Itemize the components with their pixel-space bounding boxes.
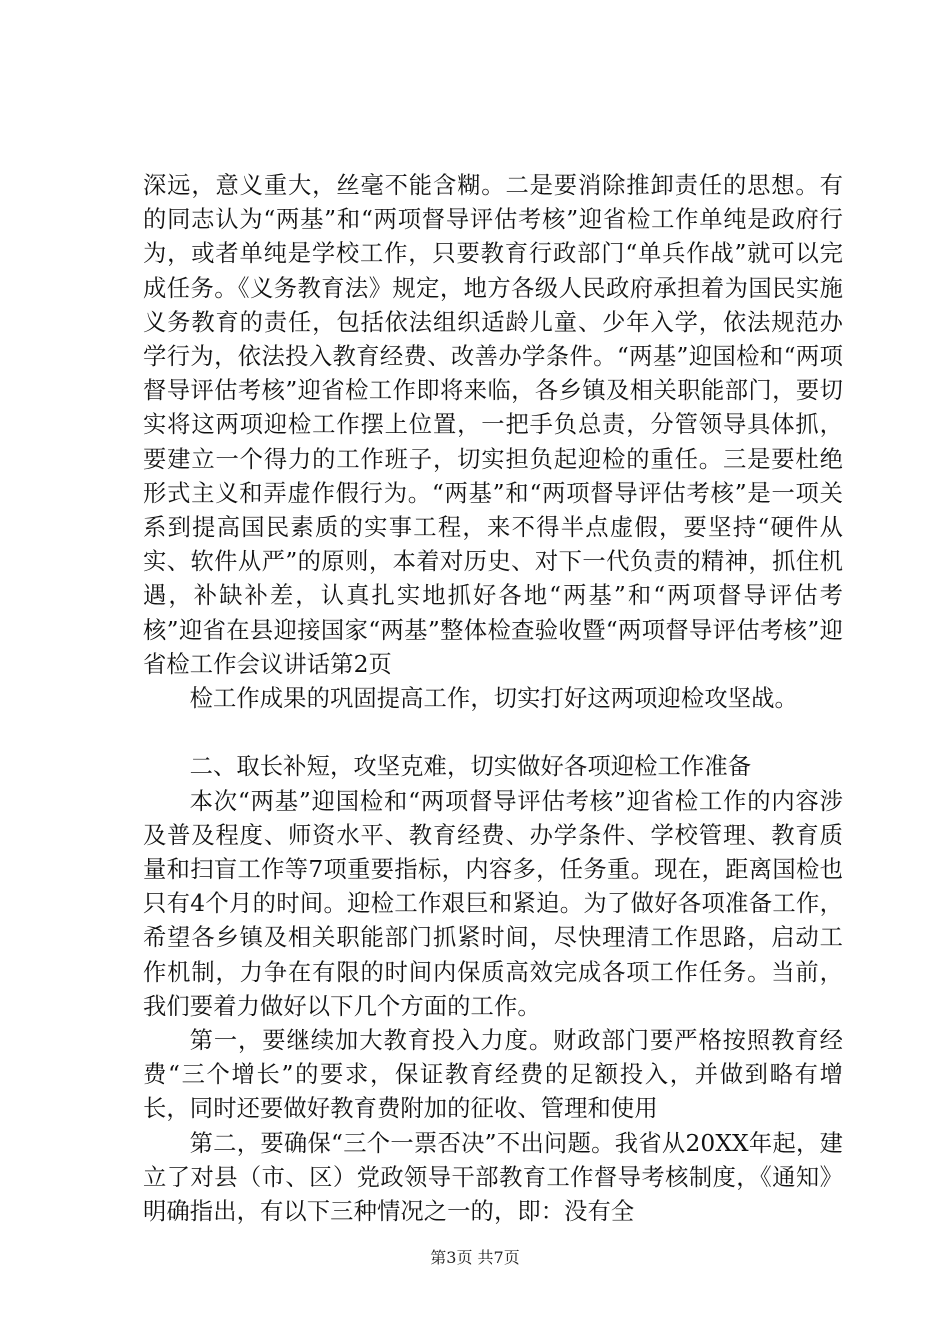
paragraph-gap <box>143 716 843 750</box>
paragraph-continuation: 深远，意义重大，丝毫不能含糊。二是要消除推卸责任的思想。有的同志认为“两基”和“两项督导评估考核”迎省检工作单纯是政府行为，或者单纯是学校工作，只要教育行政部门“单兵作战”就可以完成任务。《义务教育法》规定，地方各级人民政府承担着为国民实施义务教育的责任，包括依法组织适龄儿童、少年入学，依法规范办学行为，依法投入教育经费、改善办学条件。“两基”迎国检和“两项督导评估考核”迎省检工作即将来临，各乡镇及相关职能部门，要切实将这两项迎检工作摆上位置，一把手负总责，分管领导具体抓，要建立一个得力的工作班子，切实担负起迎检的重任。三是要杜绝形式主义和弄虚作假行为。“两基”和“两项督导评估考核”是一项关系到提高国民素质的实事工程，来不得半点虚假，要坚持“硬件从实、软件从严”的原则，本着对历史、对下一代负责的精神，抓住机遇，补缺补差，认真扎实地抓好各地“两基”和“两项督导评估考核”迎省在县迎接国家“两基”整体检查验收暨“两项督导评估考核”迎省检工作会议讲话第2页 <box>143 172 843 678</box>
page-number-footer: 第3页 共7页 <box>430 1248 520 1267</box>
paragraph-continuation-tail: 检工作成果的巩固提高工作，切实打好这两项迎检攻坚战。 <box>189 685 798 713</box>
paragraph-first-point: 第一，要继续加大教育投入力度。财政部门要严格按照教育经费“三个增长”的要求，保证教育经费的足额投入，并做到略有增长，同时还要做好教育费附加的征收、管理和使用 <box>143 1027 843 1123</box>
paragraph-second-point: 第二，要确保“三个一票否决”不出问题。我省从20XX年起，建立了对县（市、区）党政领导干部教育工作督导考核制度，《通知》明确指出，有以下三种情况之一的，即：没有全 <box>143 1129 843 1226</box>
document-body <box>143 169 843 1229</box>
paragraph-intro: 本次“两基”迎国检和“两项督导评估考核”迎省检工作的内容涉及普及程度、师资水平、教育经费、办学条件、学校管理、教育质量和扫盲工作等7项重要指标，内容多，任务重。现在，距离国检也只有4个月的时间。迎检工作艰巨和紧迫。为了做好各项准备工作，希望各乡镇及相关职能部门抓紧时间，尽快理清工作思路，启动工作机制，力争在有限的时间内保质高效完成各项工作任务。当前，我们要着力做好以下几个方面的工作。 <box>143 787 843 1020</box>
section-heading: 二、取长补短，攻坚克难，切实做好各项迎检工作准备 <box>189 753 752 781</box>
